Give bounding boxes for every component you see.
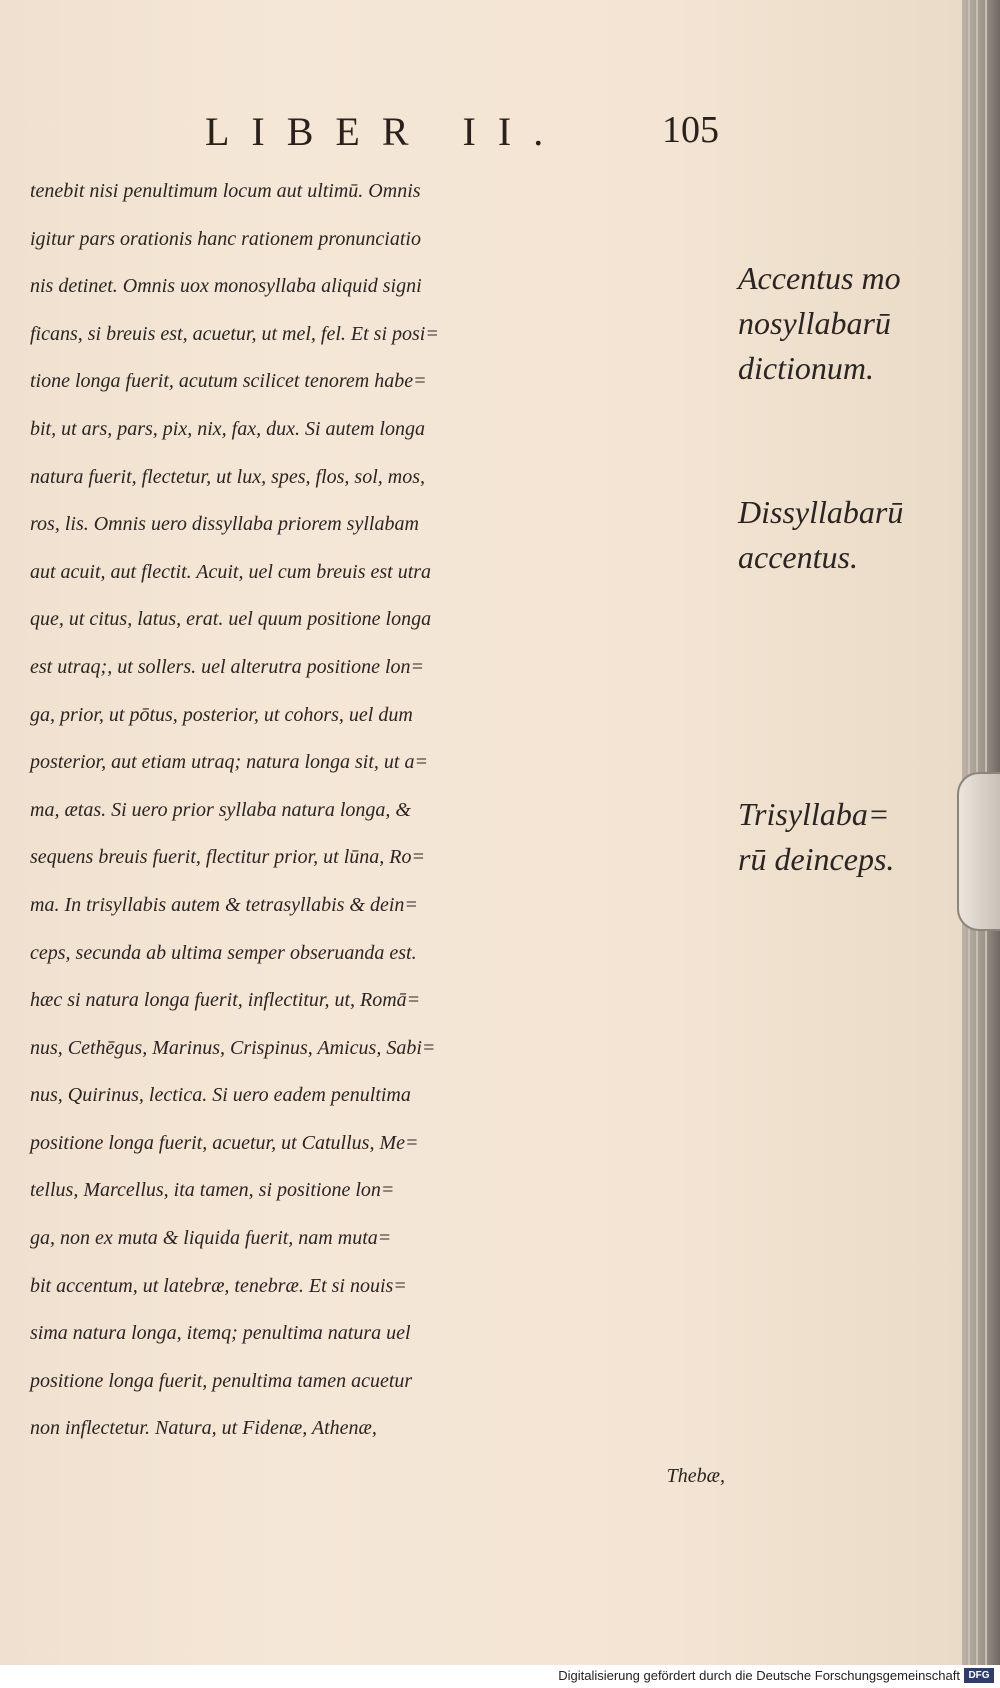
margin-note-line: rū deinceps. [738, 841, 895, 877]
body-text [30, 168, 730, 1501]
margin-note-line: dictionum. [738, 350, 874, 386]
text-line: tione longa fuerit, acutum scilicet tenorem habe= [30, 370, 427, 393]
text-line: nus, Cethēgus, Marinus, Crispinus, Amicus, Sabi= [30, 1036, 436, 1059]
text-line: positione longa fuerit, penultima tamen acuetur [30, 1369, 413, 1392]
catchword: Thebæ, [666, 1465, 725, 1488]
text-line: posterior, aut etiam utraq; natura longa sit, ut a= [30, 751, 428, 774]
margin-note-disyllables [738, 490, 903, 580]
page-tab [957, 772, 1000, 931]
text-line: aut acuit, aut flectit. Acuit, uel cum breuis est utra [30, 560, 432, 583]
footer [0, 1665, 1000, 1688]
text-line: hæc si natura longa fuerit, inflectitur, ut, Romā= [30, 989, 421, 1012]
text-line: ros, lis. Omnis uero dissyllaba priorem syllabam [30, 513, 419, 536]
page-number: 105 [662, 109, 719, 151]
text-line: ficans, si breuis est, acuetur, ut mel, fel. Et si posi= [30, 322, 439, 345]
text-line: bit, ut ars, pars, pix, nix, fax, dux. Si autem longa [30, 417, 425, 440]
text-line: ga, non ex muta & liquida fuerit, nam muta= [30, 1227, 392, 1250]
margin-note-trisyllables [738, 792, 894, 882]
running-title: LIBER II. [205, 109, 566, 154]
text-line: tellus, Marcellus, ita tamen, si positione lon= [30, 1179, 395, 1202]
margin-note-monosyllables [738, 256, 901, 391]
text-line: ma, ætas. Si uero prior syllaba natura longa, & [30, 798, 411, 821]
text-line: nus, Quirinus, lectica. Si uero eadem penultima [30, 1084, 411, 1107]
text-line: positione longa fuerit, acuetur, ut Catullus, Me= [30, 1131, 419, 1154]
margin-note-line: nosyllabarū [738, 305, 891, 341]
text-line: natura fuerit, flectetur, ut lux, spes, flos, sol, mos, [30, 465, 425, 488]
text-line: igitur pars orationis hanc rationem pronunciatio [30, 227, 421, 250]
dfg-logo-icon: DFG [964, 1668, 994, 1683]
margin-note-line: accentus. [738, 539, 858, 575]
text-line: est utraq;, ut sollers. uel alterutra positione lon= [30, 655, 425, 678]
margin-note-line: Accentus mo [738, 260, 901, 296]
text-line: ga, prior, ut pōtus, posterior, ut cohors, uel dum [30, 703, 413, 726]
page-header [0, 108, 962, 158]
text-line: ma. In trisyllabis autem & tetrasyllabis & dein= [30, 893, 418, 916]
text-line: ceps, secunda ab ultima semper obseruanda est. [30, 941, 417, 964]
text-line: sequens breuis fuerit, flectitur prior, ut lūna, Ro= [30, 846, 425, 869]
margin-note-line: Trisyllaba= [738, 796, 890, 832]
text-line: sima natura longa, itemq; penultima natura uel [30, 1322, 411, 1345]
text-line: que, ut citus, latus, erat. uel quum positione longa [30, 608, 432, 631]
margin-note-line: Dissyllabarū [738, 494, 904, 530]
text-line: non inflectetur. Natura, ut Fidenæ, Athenæ, [30, 1417, 377, 1440]
text-line: tenebit nisi penultimum locum aut ultimū. Omnis [30, 180, 421, 202]
digitization-credit: Digitalisierung gefördert durch die Deutsche Forschungsgemeinschaft [558, 1668, 960, 1683]
text-line: nis detinet. Omnis uox monosyllaba aliquid signi [30, 275, 422, 298]
text-line: bit accentum, ut latebræ, tenebræ. Et si nouis= [30, 1274, 407, 1297]
